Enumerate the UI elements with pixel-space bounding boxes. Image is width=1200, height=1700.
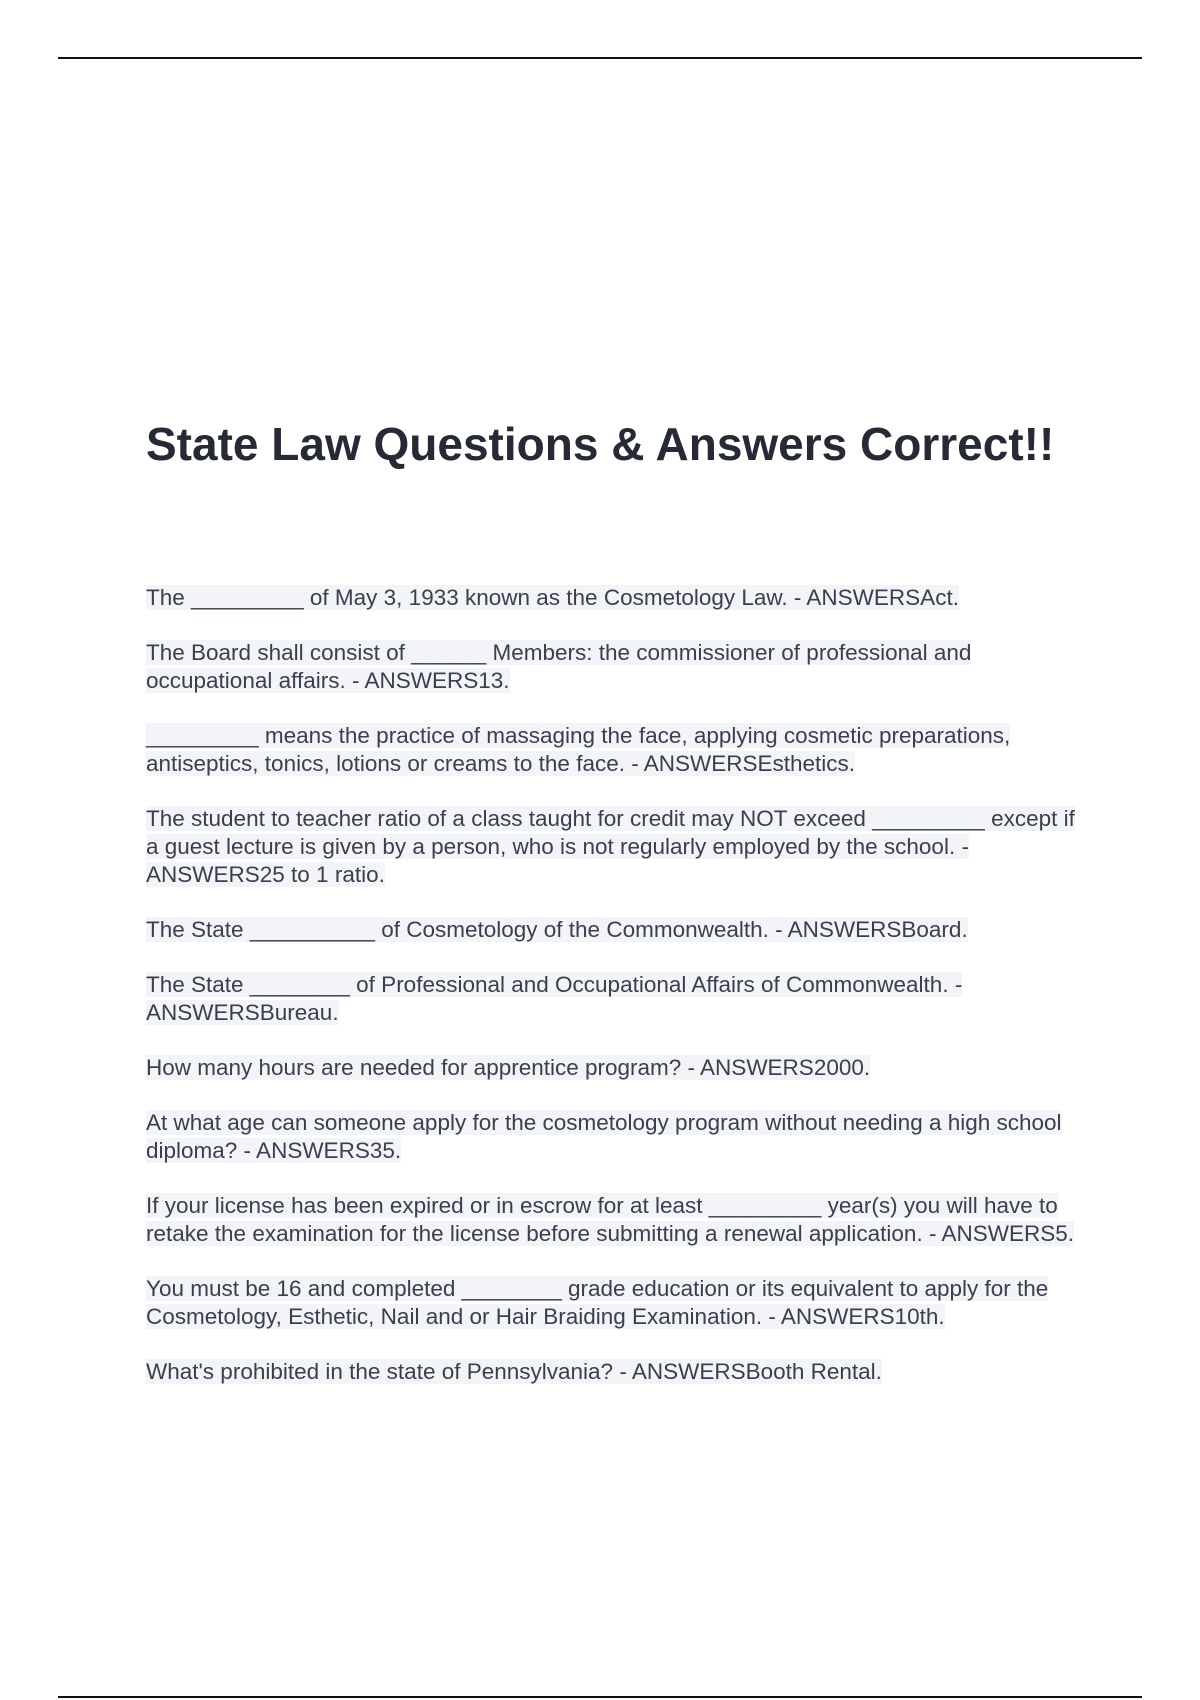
qa-text: You must be 16 and completed ________ grade education or its equivalent to apply for the Cosmetology, Esthetic, Nail and or Hair Braiding Examination. - ANSWERS10th. bbox=[146, 1276, 1049, 1329]
qa-item bbox=[146, 1275, 1086, 1331]
qa-text: If your license has been expired or in escrow for at least _________ year(s) you will have to retake the examination for the license before submitting a renewal application. - ANSWERS5. bbox=[146, 1193, 1074, 1246]
qa-text: What's prohibited in the state of Pennsylvania? - ANSWERSBooth Rental. bbox=[146, 1359, 882, 1384]
qa-item bbox=[146, 1054, 1086, 1082]
footer-rule bbox=[58, 1696, 1142, 1698]
qa-item bbox=[146, 1358, 1086, 1386]
qa-item bbox=[146, 1109, 1086, 1165]
qa-item bbox=[146, 1192, 1086, 1248]
qa-text: How many hours are needed for apprentice program? - ANSWERS2000. bbox=[146, 1055, 871, 1080]
qa-text: The State ________ of Professional and Occupational Affairs of Commonwealth. - ANSWERSBureau. bbox=[146, 972, 963, 1025]
qa-item bbox=[146, 639, 1086, 695]
qa-text: The State __________ of Cosmetology of the Commonwealth. - ANSWERSBoard. bbox=[146, 917, 968, 942]
qa-text: The Board shall consist of ______ Members: the commissioner of professional and occupational affairs. - ANSWERS13. bbox=[146, 640, 972, 693]
qa-item bbox=[146, 916, 1086, 944]
qa-item bbox=[146, 584, 1086, 612]
qa-item bbox=[146, 971, 1086, 1027]
qa-list bbox=[146, 584, 1086, 1413]
qa-text: _________ means the practice of massaging the face, applying cosmetic preparations, antiseptics, tonics, lotions or creams to the face. - ANSWERSEsthetics. bbox=[146, 723, 1011, 776]
qa-text: The student to teacher ratio of a class taught for credit may NOT exceed _________ except if a guest lecture is given by a person, who is not regularly employed by the school. - ANSWERS25 to 1 ratio. bbox=[146, 806, 1075, 887]
qa-item bbox=[146, 722, 1086, 778]
qa-text: At what age can someone apply for the cosmetology program without needing a high school diploma? - ANSWERS35. bbox=[146, 1110, 1062, 1163]
qa-text: The _________ of May 3, 1933 known as the Cosmetology Law. - ANSWERSAct. bbox=[146, 585, 959, 610]
header-rule bbox=[58, 57, 1142, 59]
document-title: State Law Questions & Answers Correct!! bbox=[146, 418, 1055, 470]
qa-item bbox=[146, 805, 1086, 889]
